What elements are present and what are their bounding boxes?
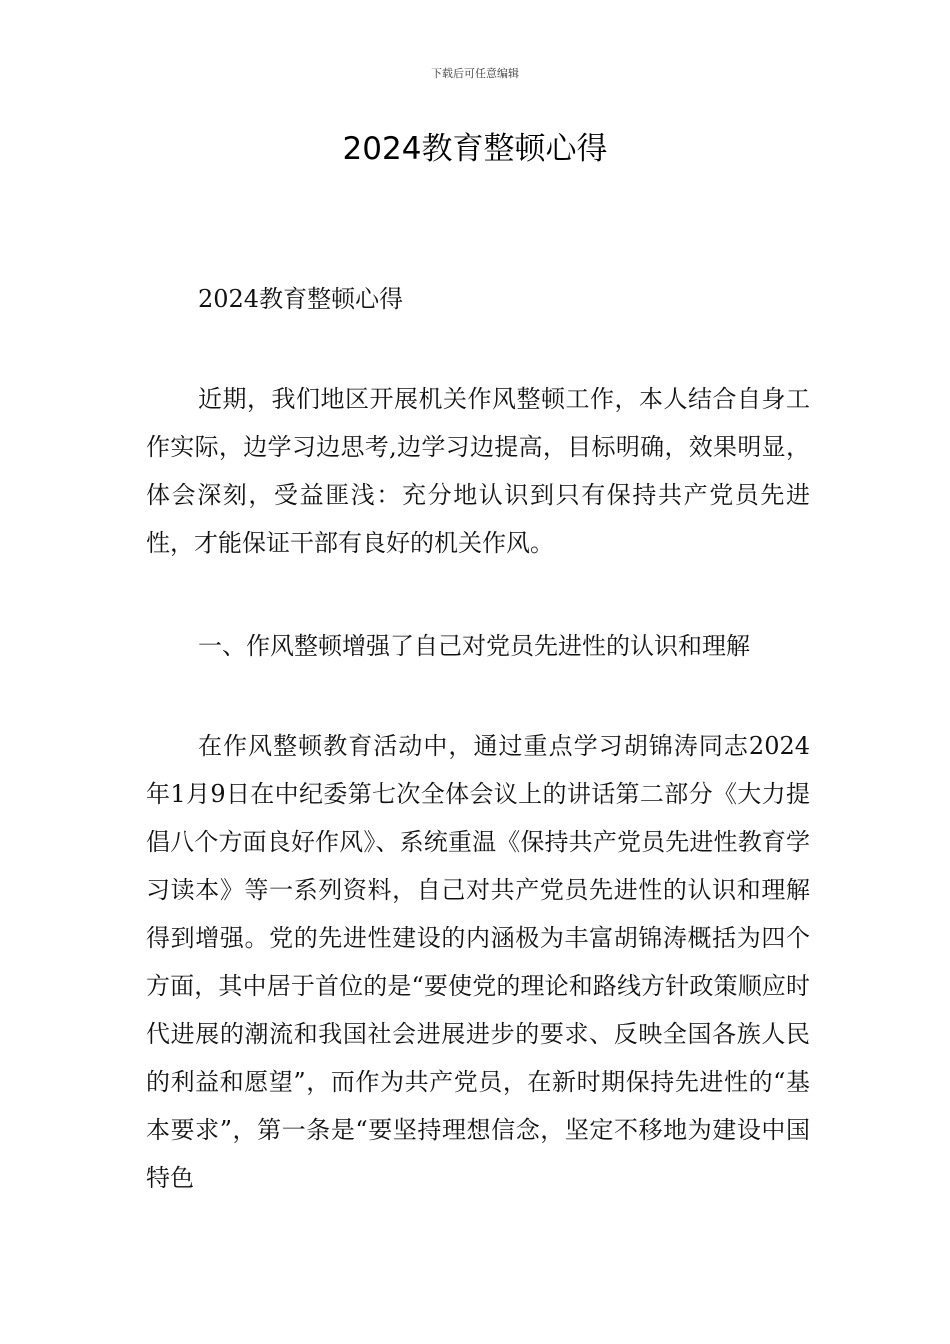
document-subtitle: 2024教育整顿心得 [198,285,404,313]
intro-paragraph: 近期，我们地区开展机关作风整顿工作，本人结合自身工作实际，边学习边思考,边学习边提高，目标明确，效果明显，体会深刻，受益匪浅：充分地认识到只有保持共产党员先进性，才能保证干部有良好的机关作风。 [146,385,810,557]
download-note: 下载后可任意编辑 [431,67,519,80]
section-heading-1: 一、作风整顿增强了自己对党员先进性的认识和理解 [198,632,750,660]
document-title: 2024教育整顿心得 [342,131,608,167]
section-1-paragraph: 在作风整顿教育活动中，通过重点学习胡锦涛同志2024年1月9日在中纪委第七次全体会议上的讲话第二部分《大力提倡八个方面良好作风》、系统重温《保持共产党员先进性教育学习读本》等一系列资料，自己对共产党员先进性的认识和理解得到增强。党的先进性建设的内涵极为丰富胡锦涛概括为四个方面，其中居于首位的是“要使党的理论和路线方针政策顺应时代进展的潮流和我国社会进展进步的要求、反映全国各族人民的利益和愿望”，而作为共产党员，在新时期保持先进性的“基本要求”，第一条是“要坚持理想信念，坚定不移地为建设中国特色 [146,732,810,1192]
